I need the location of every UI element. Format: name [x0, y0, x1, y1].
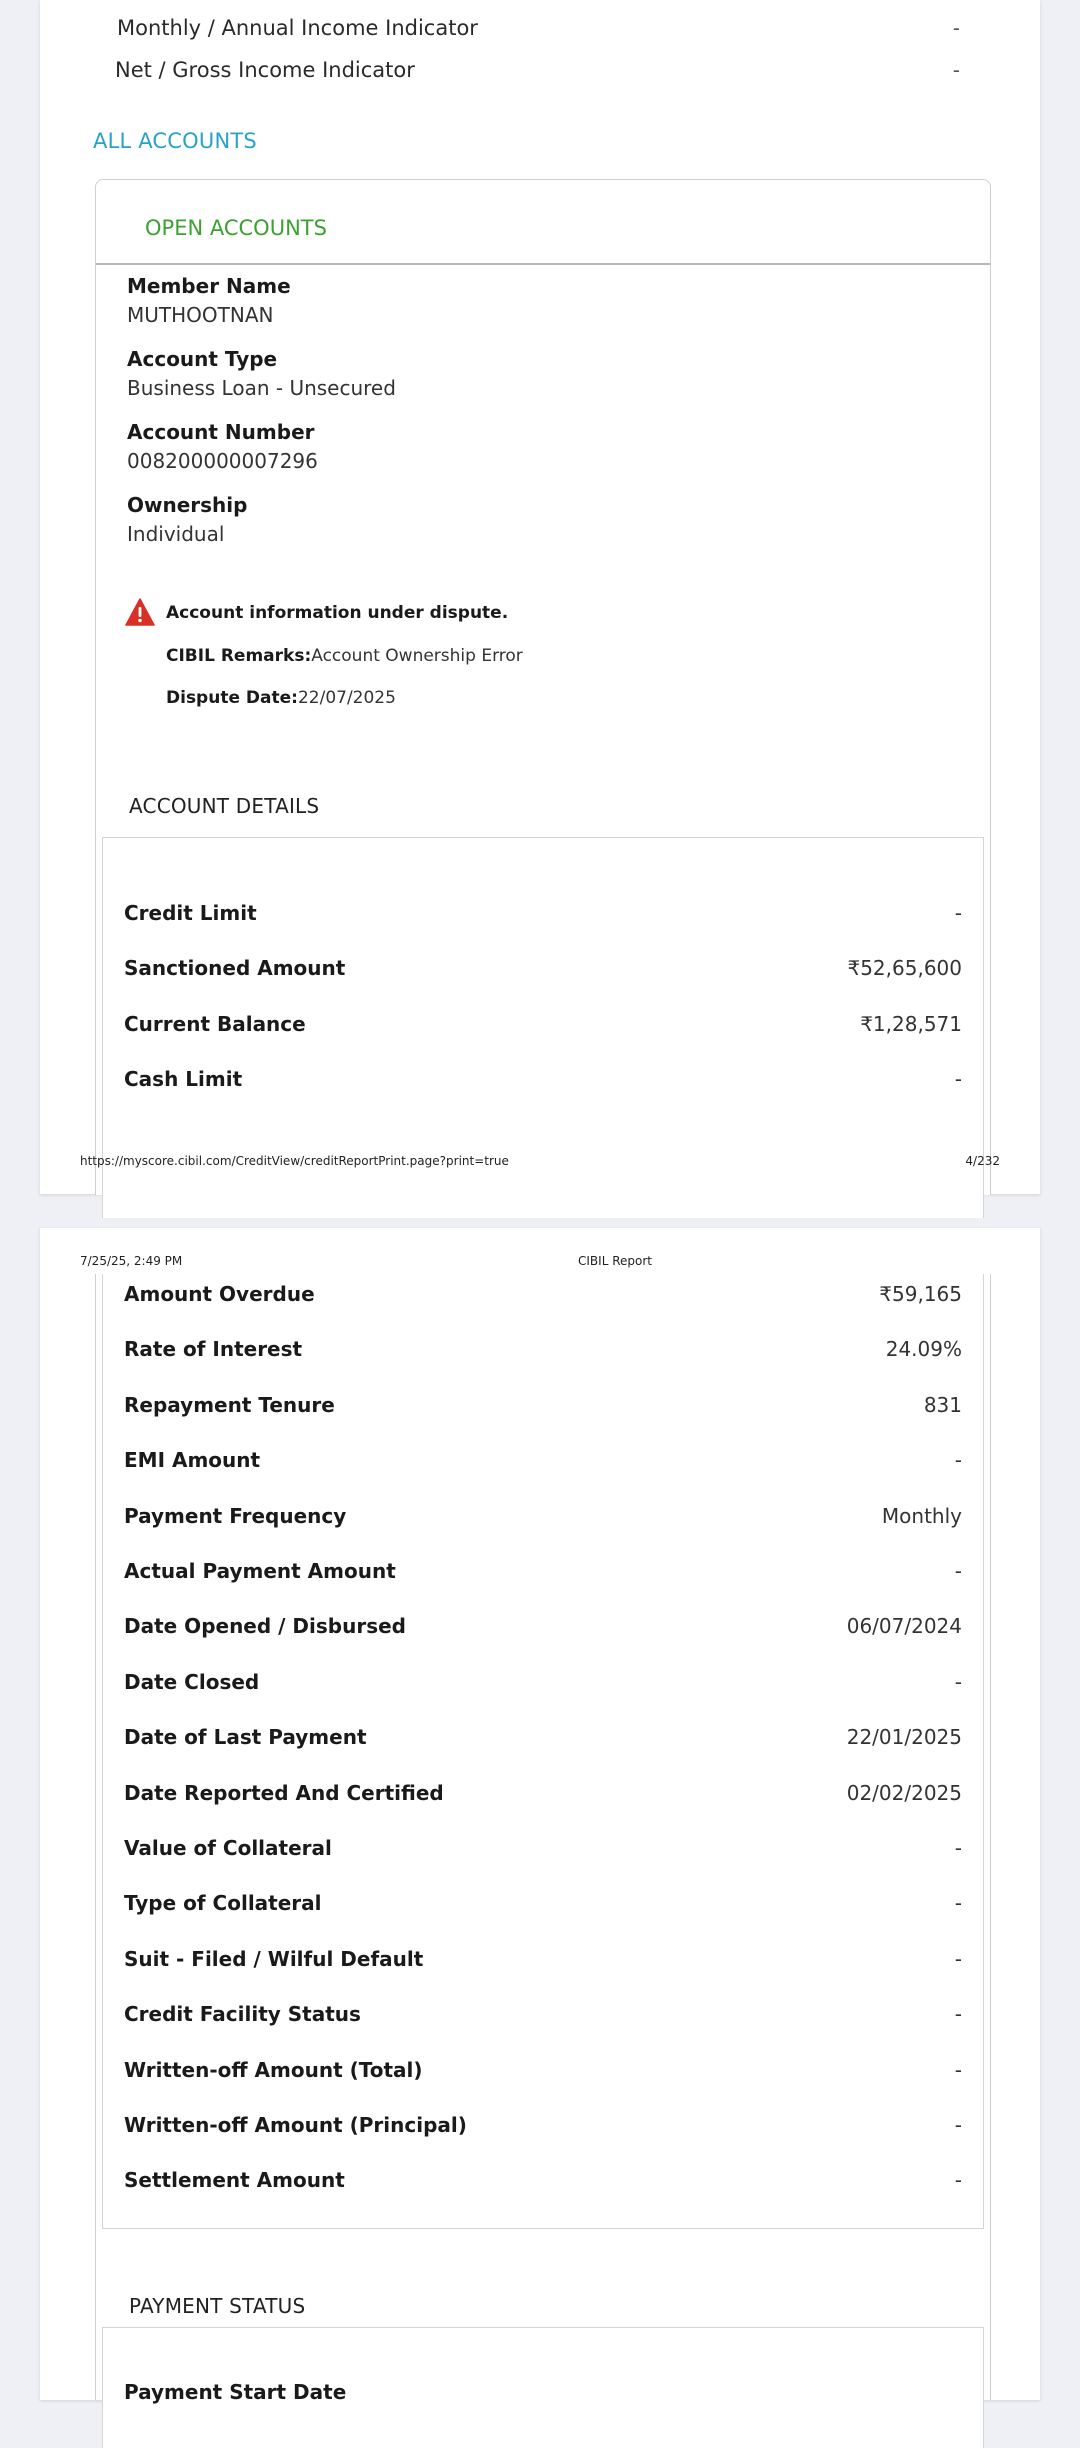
date-opened-disbursed-value: 06/07/2024 [846, 1614, 962, 1638]
report-page-5 [40, 1228, 1040, 2404]
card-divider [96, 263, 990, 265]
cash-limit-value: - [954, 1067, 962, 1091]
cash-limit-label: Cash Limit [124, 1067, 243, 1091]
payment-status-box [102, 2327, 984, 2448]
open-accounts-heading: OPEN ACCOUNTS [145, 216, 327, 240]
rate-of-interest-label: Rate of Interest [124, 1337, 303, 1361]
date-closed-label: Date Closed [124, 1670, 260, 1694]
settlement-amount-value: - [954, 2168, 962, 2192]
account-number-label: Account Number [127, 420, 315, 444]
amount-overdue-value: ₹59,165 [879, 1282, 962, 1306]
written-off-amount-total-label: Written-off Amount (Total) [124, 2058, 423, 2082]
open-account-card-continued [95, 1274, 991, 2404]
date-of-last-payment-label: Date of Last Payment [124, 1725, 367, 1749]
actual-payment-amount-value: - [954, 1559, 962, 1583]
type-of-collateral-value: - [954, 1891, 962, 1915]
payment-start-date-label: Payment Start Date [124, 2380, 347, 2404]
net-gross-indicator-label: Net / Gross Income Indicator [115, 58, 415, 82]
print-header-title: CIBIL Report [578, 1254, 652, 1268]
account-type-label: Account Type [127, 347, 278, 371]
suit-filed-wilful-default-value: - [954, 1947, 962, 1971]
print-footer-url: https://myscore.cibil.com/CreditView/creditReportPrint.page?print=true [80, 1154, 509, 1168]
amount-overdue-label: Amount Overdue [124, 1282, 315, 1306]
dispute-date-label: Dispute Date: [166, 688, 298, 708]
member-name-label: Member Name [127, 274, 291, 298]
print-header-datetime: 7/25/25, 2:49 PM [80, 1254, 183, 1268]
date-reported-and-certified-value: 02/02/2025 [846, 1781, 962, 1805]
cibil-remarks [166, 646, 523, 666]
sanctioned-amount-label: Sanctioned Amount [124, 956, 346, 980]
income-indicator-value: - [952, 16, 960, 40]
repayment-tenure-value: 831 [923, 1393, 962, 1417]
actual-payment-amount-label: Actual Payment Amount [124, 1559, 396, 1583]
payment-frequency-value: Monthly [881, 1504, 962, 1528]
credit-facility-status-value: - [954, 2002, 962, 2026]
dispute-title: Account information under dispute. [166, 603, 509, 623]
open-account-card [95, 179, 991, 1195]
date-opened-disbursed-label: Date Opened / Disbursed [124, 1614, 406, 1638]
suit-filed-wilful-default-label: Suit - Filed / Wilful Default [124, 1947, 424, 1971]
dispute-date-value: 22/07/2025 [297, 688, 396, 708]
value-of-collateral-label: Value of Collateral [124, 1836, 332, 1860]
value-of-collateral-value: - [954, 1836, 962, 1860]
written-off-amount-total-value: - [954, 2058, 962, 2082]
emi-amount-value: - [954, 1448, 962, 1472]
written-off-amount-principal-label: Written-off Amount (Principal) [124, 2113, 467, 2137]
date-of-last-payment-value: 22/01/2025 [846, 1725, 962, 1749]
cibil-remarks-label: CIBIL Remarks: [166, 646, 312, 666]
ownership-value: Individual [127, 522, 225, 546]
income-indicator-label: Monthly / Annual Income Indicator [117, 16, 478, 40]
warning-icon [125, 598, 155, 626]
credit-limit-label: Credit Limit [124, 901, 257, 925]
credit-limit-value: - [954, 901, 962, 925]
dispute-date [166, 688, 396, 708]
payment-status-heading: PAYMENT STATUS [129, 2294, 306, 2318]
written-off-amount-principal-value: - [954, 2113, 962, 2137]
account-details-box-continued [102, 1274, 984, 2229]
type-of-collateral-label: Type of Collateral [124, 1891, 322, 1915]
account-details-heading: ACCOUNT DETAILS [129, 794, 320, 818]
repayment-tenure-label: Repayment Tenure [124, 1393, 335, 1417]
account-number-value: 008200000007296 [127, 449, 318, 473]
ownership-label: Ownership [127, 493, 248, 517]
emi-amount-label: EMI Amount [124, 1448, 261, 1472]
net-gross-indicator-value: - [952, 58, 960, 82]
member-name-value: MUTHOOTNAN [127, 303, 274, 327]
date-reported-and-certified-label: Date Reported And Certified [124, 1781, 444, 1805]
print-footer-page-number: 4/232 [965, 1154, 1000, 1168]
payment-frequency-label: Payment Frequency [124, 1504, 347, 1528]
cibil-remarks-value: Account Ownership Error [311, 646, 523, 666]
all-accounts-heading: ALL ACCOUNTS [93, 129, 257, 153]
settlement-amount-label: Settlement Amount [124, 2168, 345, 2192]
sanctioned-amount-value: ₹52,65,600 [847, 956, 962, 980]
current-balance-label: Current Balance [124, 1012, 306, 1036]
report-page-4 [40, 0, 1040, 1194]
rate-of-interest-value: 24.09% [885, 1337, 962, 1361]
credit-facility-status-label: Credit Facility Status [124, 2002, 361, 2026]
current-balance-value: ₹1,28,571 [860, 1012, 962, 1036]
date-closed-value: - [954, 1670, 962, 1694]
account-type-value: Business Loan - Unsecured [127, 376, 396, 400]
